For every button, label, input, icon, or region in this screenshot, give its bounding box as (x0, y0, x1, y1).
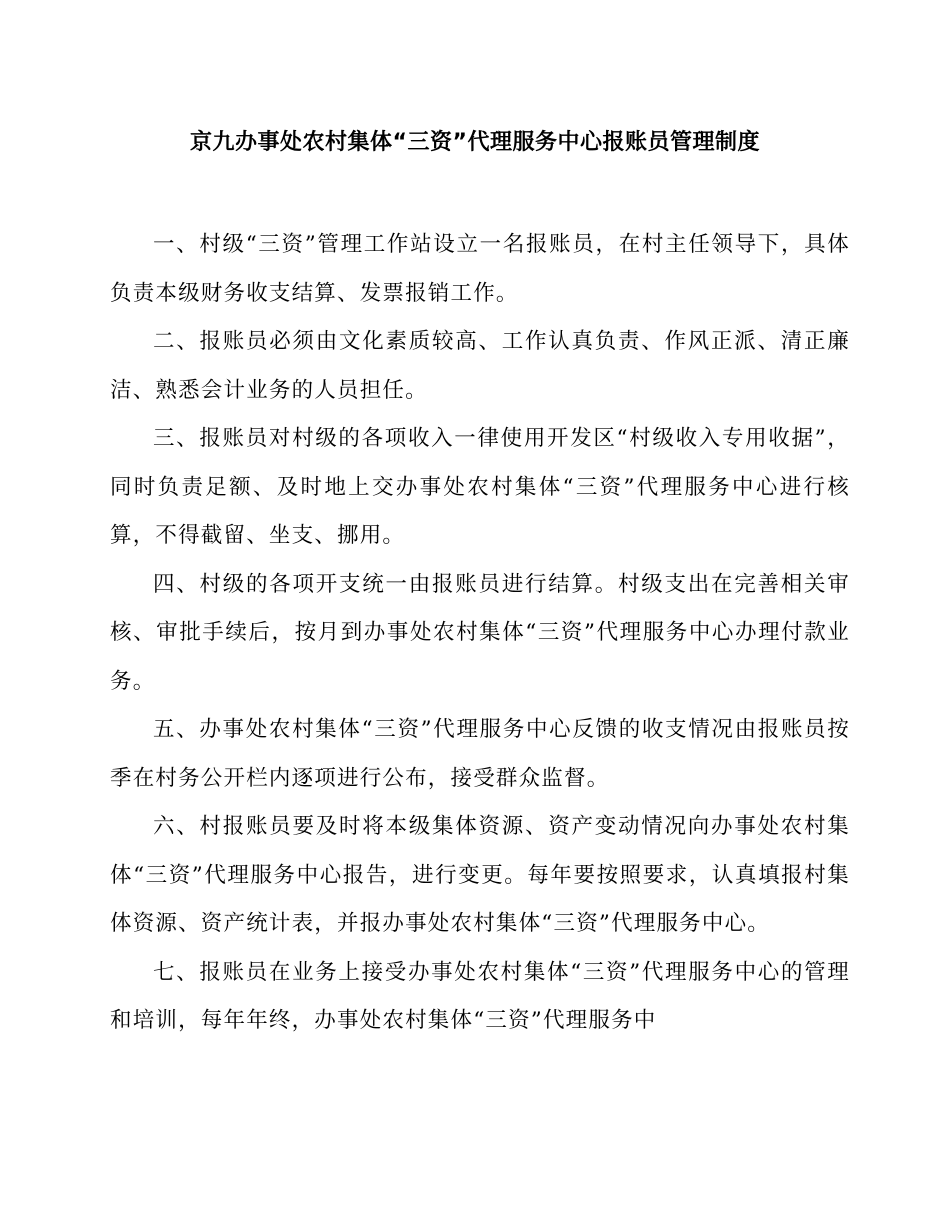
paragraph-4: 四、村级的各项开支统一由报账员进行结算。村级支出在完善相关审核、审批手续后，按月到办事处农村集体“三资”代理服务中心办理付款业务。 (110, 571, 850, 694)
paragraph-3: 三、报账员对村级的各项收入一律使用开发区“村级收入专用收据”，同时负责足额、及时地上交办事处农村集体“三资”代理服务中心进行核算，不得截留、坐支、挪用。 (110, 426, 850, 548)
paragraph-5: 五、办事处农村集体“三资”代理服务中心反馈的收支情况由报账员按季在村务公开栏内逐项进行公布，接受群众监督。 (110, 717, 850, 791)
paragraph-6: 六、村报账员要及时将本级集体资源、资产变动情况向办事处农村集体“三资”代理服务中心报告，进行变更。每年要按照要求，认真填报村集体资源、资产统计表，并报办事处农村集体“三资”代理服务中心。 (110, 814, 850, 936)
paragraph-2: 二、报账员必须由文化素质较高、工作认真负责、作风正派、清正廉洁、熟悉会计业务的人员担任。 (110, 329, 850, 403)
document-title: 京九办事处农村集体“三资”代理服务中心报账员管理制度 (190, 130, 760, 155)
paragraph-7: 七、报账员在业务上接受办事处农村集体“三资”代理服务中心的管理和培训，每年年终，办事处农村集体“三资”代理服务中 (110, 959, 850, 1033)
document-body (110, 221, 850, 1046)
paragraph-1: 一、村级“三资”管理工作站设立一名报账员，在村主任领导下，具体负责本级财务收支结算、发票报销工作。 (110, 232, 850, 306)
